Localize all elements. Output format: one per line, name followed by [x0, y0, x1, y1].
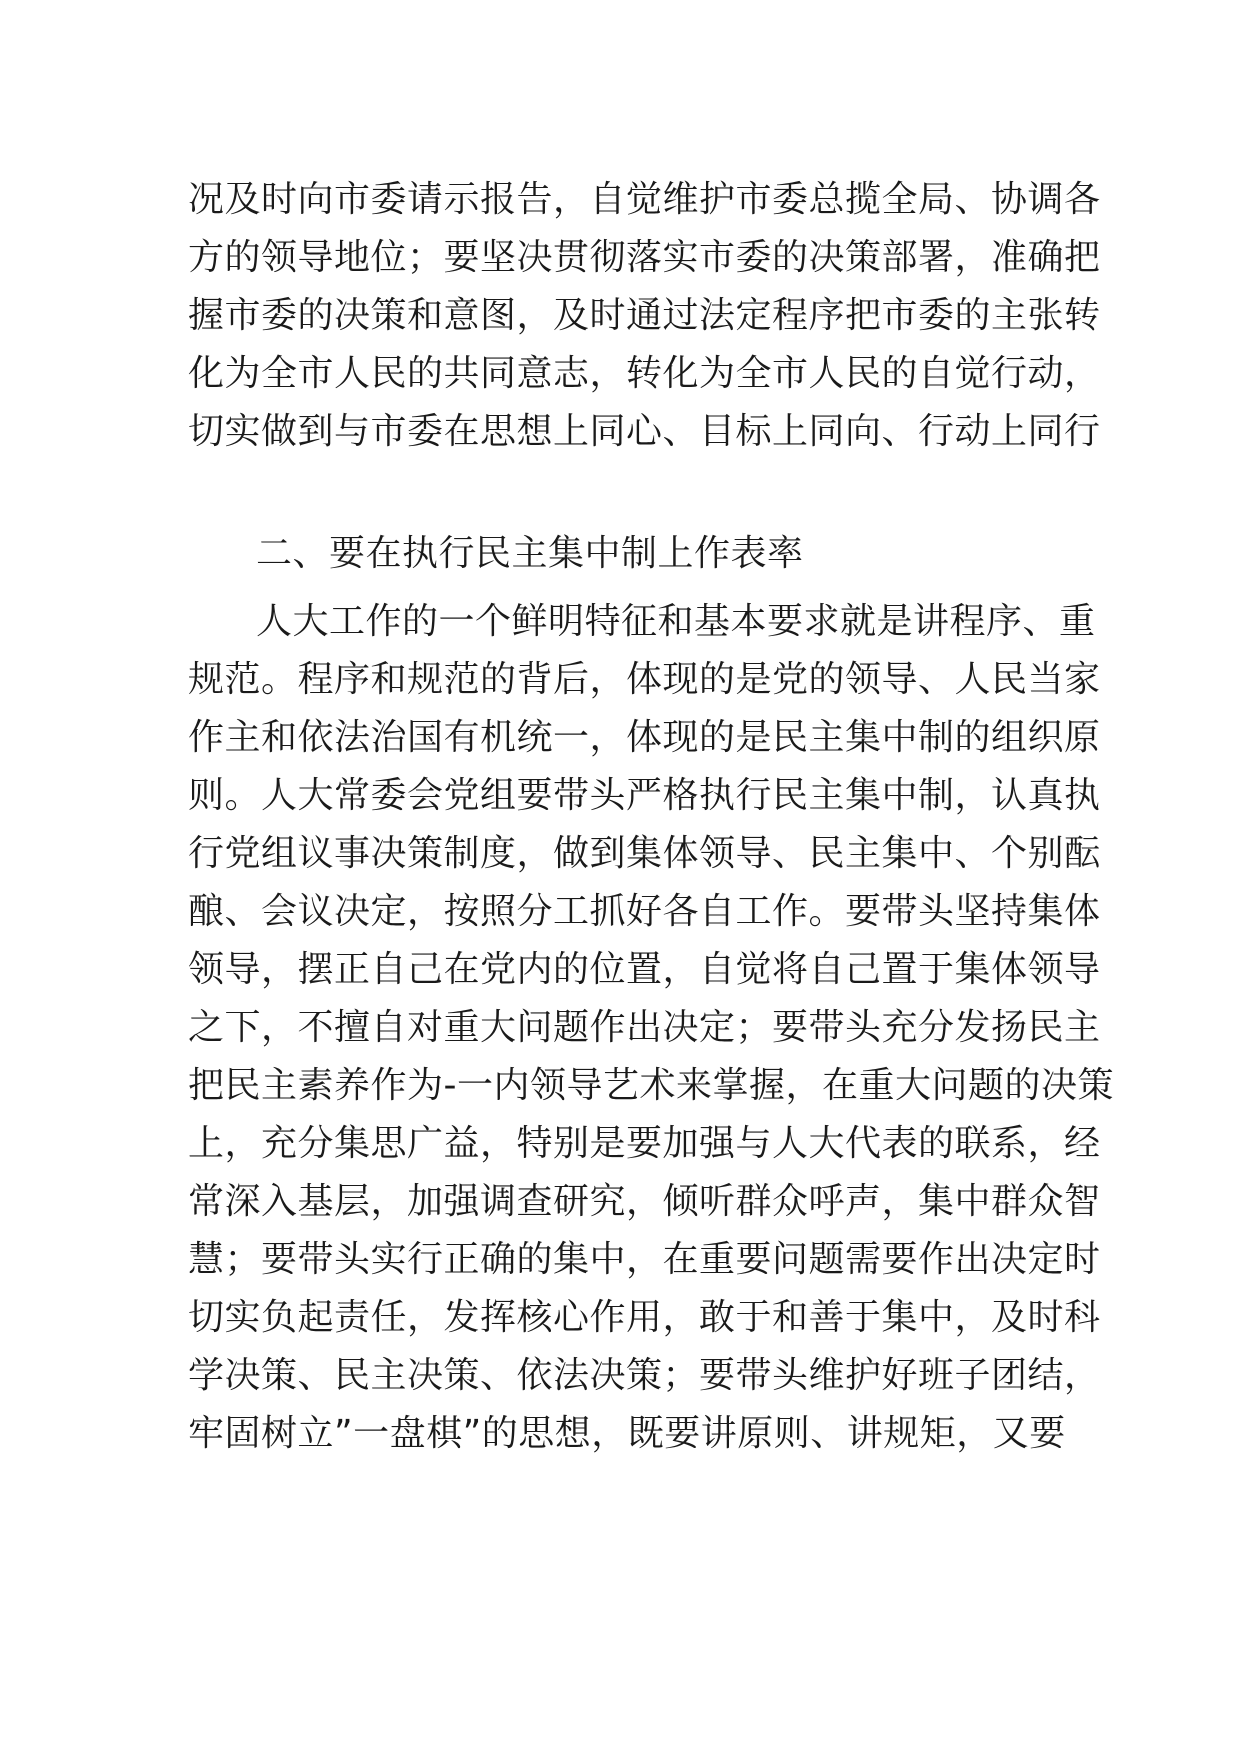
text-line: 酿、会议决定，按照分工抓好各自工作。要带头坚持集体: [188, 891, 1101, 932]
text-line: 切实做到与市委在思想上同心、目标上同向、行动上同行: [188, 411, 1101, 452]
text-line: 作主和依法治国有机统一，体现的是民主集中制的组织原: [188, 717, 1101, 758]
text-line: 领导，摆正自己在党内的位置，自觉将自己置于集体领导: [188, 949, 1101, 990]
text-line: 慧；要带头实行正确的集中，在重要问题需要作出决定时: [188, 1239, 1101, 1280]
text-line: 学决策、民主决策、依法决策；要带头维护好班子团结，: [188, 1355, 1101, 1396]
text-line: 规范。程序和规范的背后，体现的是党的领导、人民当家: [188, 659, 1101, 700]
section-heading: 二、要在执行民主集中制上作表率: [256, 533, 804, 574]
text-line: 方的领导地位；要坚决贯彻落实市委的决策部署，准确把: [188, 237, 1101, 278]
text-line: 行党组议事决策制度，做到集体领导、民主集中、个别酝: [188, 833, 1101, 874]
text-line: 切实负起责任，发挥核心作用，敢于和善于集中，及时科: [188, 1297, 1101, 1338]
text-line: 况及时向市委请示报告，自觉维护市委总揽全局、协调各: [188, 179, 1101, 220]
text-line: 常深入基层，加强调查研究，倾听群众呼声，集中群众智: [188, 1181, 1101, 1222]
text-line: 人大工作的一个鲜明特征和基本要求就是讲程序、重: [256, 601, 1096, 642]
text-line: 上，充分集思广益，特别是要加强与人大代表的联系，经: [188, 1123, 1101, 1164]
text-line: 把民主素养作为-一内领导艺术来掌握，在重大问题的决策: [188, 1065, 1114, 1106]
text-line: 则。人大常委会党组要带头严格执行民主集中制，认真执: [188, 775, 1101, 816]
text-line: 之下，不擅自对重大问题作出决定；要带头充分发扬民主: [188, 1007, 1101, 1048]
text-line: 牢固树立”一盘棋”的思想，既要讲原则、讲规矩，又要: [188, 1413, 1066, 1454]
text-line: 握市委的决策和意图，及时通过法定程序把市委的主张转: [188, 295, 1101, 336]
text-line: 化为全市人民的共同意志，转化为全市人民的自觉行动，: [188, 353, 1101, 394]
